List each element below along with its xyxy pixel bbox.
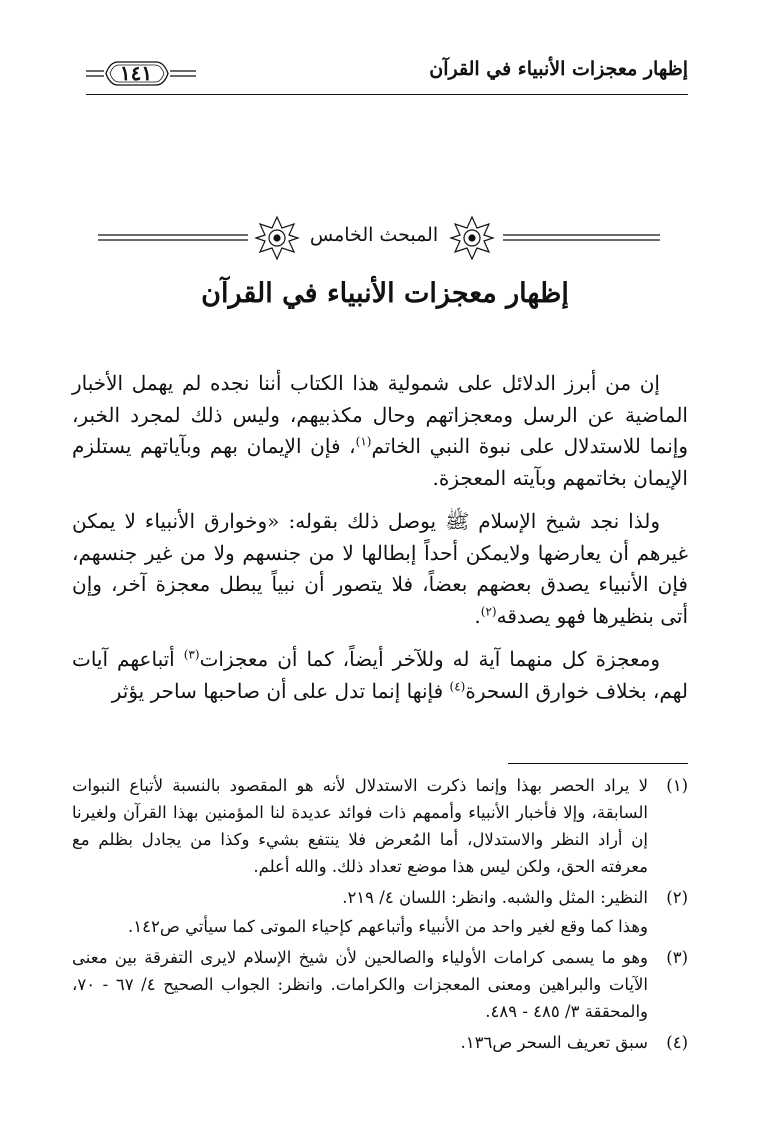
footnote-text	[72, 944, 648, 1027]
paragraph-3-text-b: أتباعهم آيات لهم، بخلاف خوارق السحرة	[72, 647, 688, 703]
page-number: ١٤١	[119, 61, 153, 85]
running-title: إظهار معجزات الأنبياء في القرآن	[429, 58, 688, 80]
header-rule	[86, 94, 688, 95]
footnotes	[72, 772, 688, 1060]
footnote-text	[72, 884, 648, 942]
footnote-line: لا يراد الحصر بهذا وإنما ذكرت الاستدلال لأنه هو المقصود بالنسبة لأتباع النبوات السابقة، وإلا فأخبار الأنبياء وأممهم ذات فوائد عديدة لنا المؤمنين بهذا القرآن ولغيرنا إن أراد النظر والاستدلال، أما المُعرض فلا ينتفع بشيء وكذا من يجادل بظلم مع معرفته الحق، ولكن ليس هذا موضع تعداد ذلك. والله أعلم.	[72, 776, 648, 876]
footnote-number: (٢)	[666, 888, 688, 907]
paragraph-3-text-c: فإنها إنما تدل على أن صاحبها ساحر يؤثر	[111, 678, 450, 703]
paragraph-3-text-a: ومعجزة كل منهما آية له وللآخر أيضاً، كما أن معجزات	[199, 647, 661, 671]
section-label: المبحث الخامس	[309, 224, 439, 246]
paragraph-1	[72, 368, 688, 494]
footnote-line: وهذا كما وقع لغير واحد من الأنبياء وأتباعهم كإحياء الموتى كما سيأتي ص١٤٢.	[128, 917, 648, 936]
body-text	[72, 368, 688, 719]
footnote	[72, 884, 688, 942]
right-flower-ornament-icon	[448, 214, 496, 262]
paragraph-3	[72, 644, 688, 707]
footnote-number: (٣)	[666, 948, 688, 967]
footnote-ref-4: (٤)	[449, 678, 466, 693]
section-title: إظهار معجزات الأنبياء في القرآن	[201, 278, 569, 309]
footnote	[72, 1029, 688, 1058]
footnote-text	[72, 1029, 648, 1058]
left-flower-ornament-icon	[253, 214, 301, 262]
footnote-line: سبق تعريف السحر ص١٣٦.	[460, 1033, 648, 1052]
footnote-text	[72, 772, 648, 882]
footnote	[72, 944, 688, 1027]
page-number-ornament	[86, 54, 196, 94]
paragraph-2	[72, 506, 688, 632]
page-header	[86, 54, 688, 98]
footnote-number: (١)	[666, 776, 688, 795]
paragraph-1-text: إن من أبرز الدلائل على شمولية هذا الكتاب أننا نجده لم يهمل الأخبار الماضية عن الرسل ومعجزاتهم وحال مكذبيهم، وليس ذلك لمجرد الخبر، وإنما للاستدلال على نبوة النبي الخاتم	[72, 371, 688, 458]
paragraph-2-text: ولذا نجد شيخ الإسلام ﷺ يوصل ذلك بقوله: «وخوارق الأنبياء لا يمكن غيرهم أن يعارضها ولايمكن أحداً إبطالها لا من جنسهم ولا من غير جنسهم، فإن الأنبياء يصدق بعضهم بعضاً، فلا يتصور أن نبياً يبطل معجزة آخر، وإن أتى بنظيرها فهو يصدقه	[72, 509, 688, 628]
footnote-line: وهو ما يسمى كرامات الأولياء والصالحين لأن شيخ الإسلام لايرى التفرقة بين معنى الآيات والبراهين ومعنى المعجزات والكرامات. وانظر: الجواب الصحيح ٤/ ٦٧ - ٧٠، والمحققة ٣/ ٤٨٥ - ٤٨٩.	[72, 948, 648, 1021]
paragraph-2-end: .	[474, 603, 481, 628]
footnote-line: النظير: المثل والشبه. وانظر: اللسان ٤/ ٢١٩.	[342, 888, 648, 907]
footnote-separator	[508, 763, 688, 764]
footnote-ref-3: (٣)	[183, 647, 200, 662]
footnote	[72, 772, 688, 882]
section-heading	[98, 212, 660, 264]
paragraph-1-end: ، فإن الإيمان بهم وبآياتهم يستلزم الإيمان بخاتمهم وبآيته المعجزة.	[72, 434, 688, 490]
footnote-ref-2: (٢)	[480, 603, 497, 618]
footnote-ref-1: (١)	[355, 434, 372, 449]
footnote-number: (٤)	[666, 1033, 688, 1052]
